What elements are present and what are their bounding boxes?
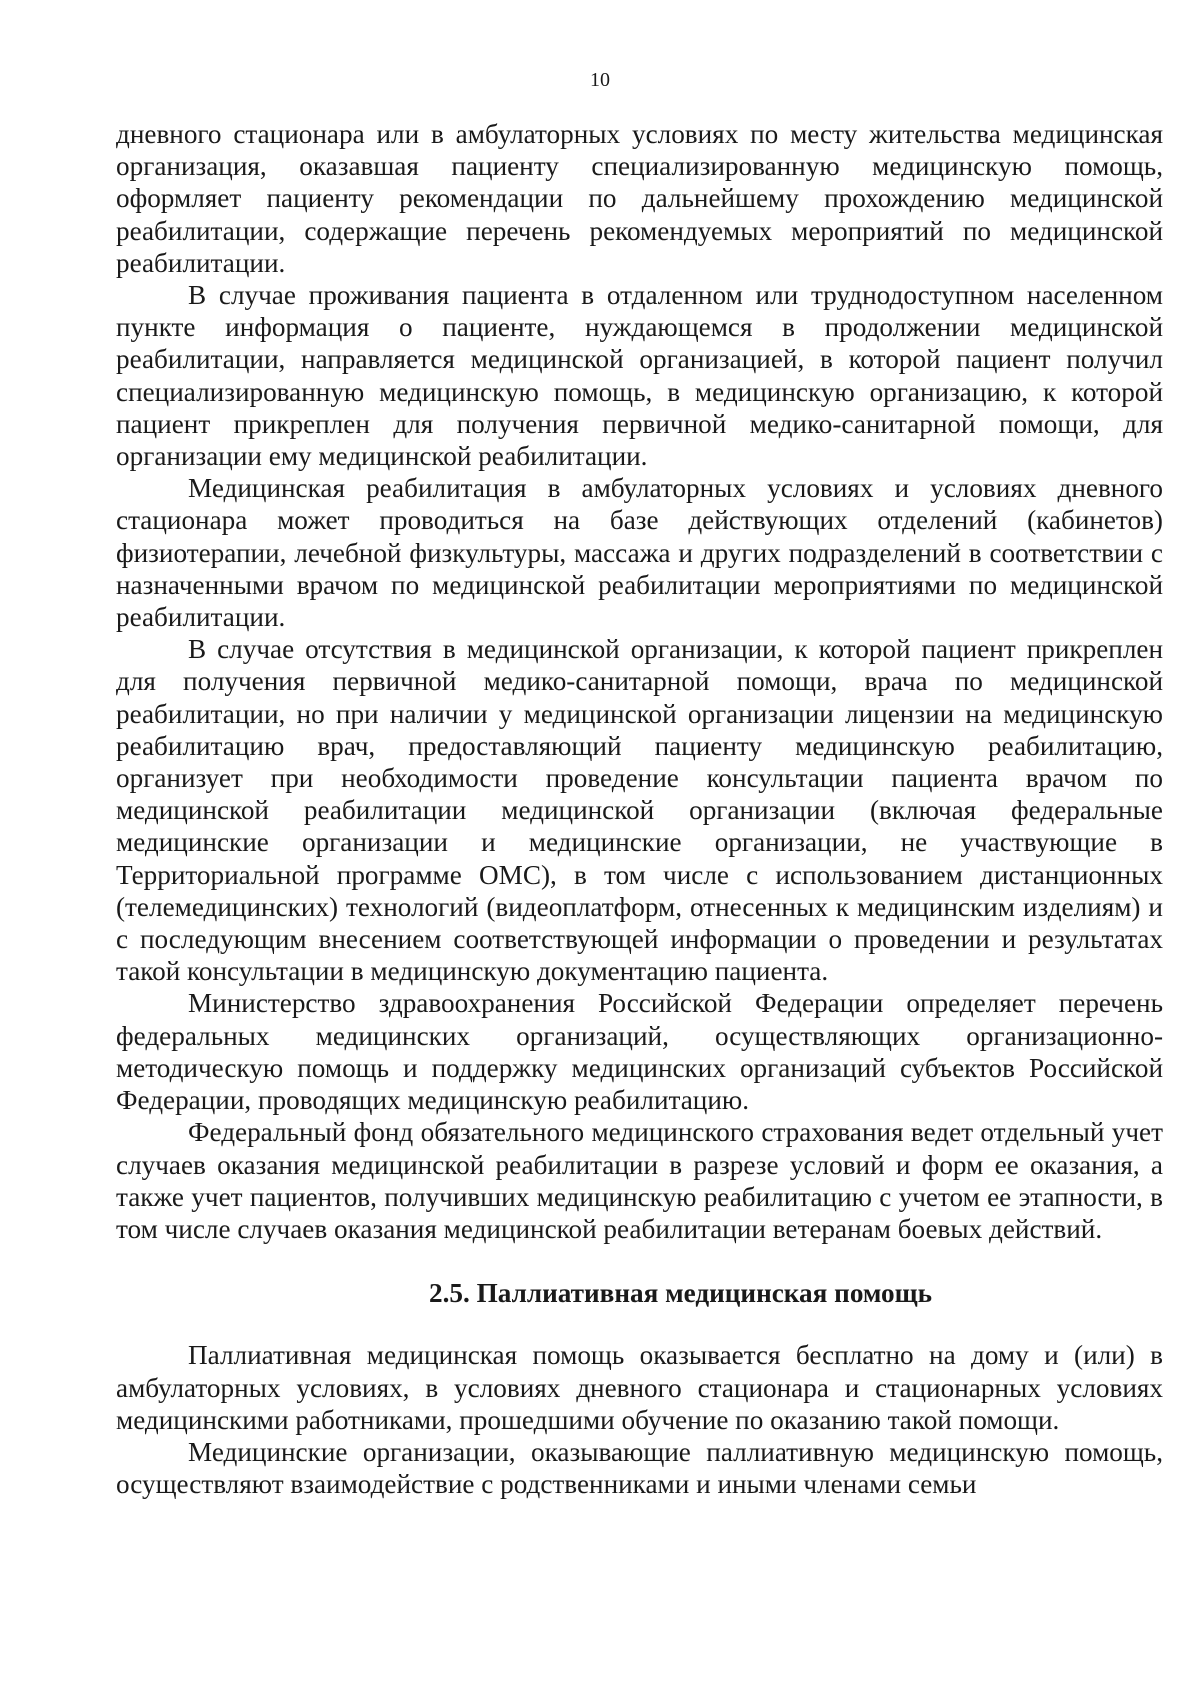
paragraph-3: Медицинская реабилитация в амбулаторных условиях и условиях дневного стационара может проводиться на базе действующих отделений (кабинетов) физиотерапии, лечебной физкультуры, массажа и других подразделений в соответствии с назначенными врачом по медицинской реабилитации мероприятиями по медицинской реабилитации.: [116, 473, 1163, 633]
paragraph-6: Федеральный фонд обязательного медицинского страхования ведет отдельный учет случаев оказания медицинской реабилитации в разрезе условий и форм ее оказания, а также учет пациентов, получивших медицинскую реабилитацию с учетом ее этапности, в том числе случаев оказания медицинской реабилитации ветеранам боевых действий.: [116, 1117, 1163, 1244]
paragraph-5: Министерство здравоохранения Российской Федерации определяет перечень федеральных медицинских организаций, осуществляющих организационно-методическую помощь и поддержку медицинских организаций субъектов Российской Федерации, проводящих медицинскую реабилитацию.: [116, 988, 1163, 1116]
paragraph-1: дневного стационара или в амбулаторных условиях по месту жительства медицинская организация, оказавшая пациенту специализированную медицинскую помощь, оформляет пациенту рекомендации по дальнейшему прохождению медицинской реабилитации, содержащие перечень рекомендуемых мероприятий по медицинской реабилитации.: [116, 119, 1163, 278]
document-body: [116, 118, 1163, 1500]
page-number: 10: [590, 69, 610, 91]
paragraph-4: В случае отсутствия в медицинской организации, к которой пациент прикреплен для получения первичной медико-санитарной помощи, врача по медицинской реабилитации, но при наличии у медицинской организации лицензии на медицинскую реабилитацию врач, предоставляющий пациенту медицинскую реабилитацию, организует при необходимости проведение консультации пациента врачом по медицинской реабилитации медицинской организации (включая федеральные медицинские организации и медицинские организации, не участвующие в Территориальной программе ОМС), в том числе с использованием дистанционных (телемедицинских) технологий (видеоплатформ, отнесенных к медицинским изделиям) и с последующим внесением соответствующей информации о проведении и результатах такой консультации в медицинскую документацию пациента.: [116, 634, 1163, 987]
paragraph-8: Медицинские организации, оказывающие паллиативную медицинскую помощь, осуществляют взаимодействие с родственниками и иными членами семьи: [116, 1436, 1163, 1500]
paragraph-7: Паллиативная медицинская помощь оказывается бесплатно на дому и (или) в амбулаторных условиях, в условиях дневного стационара и стационарных условиях медицинскими работниками, прошедшими обучение по оказанию такой помощи.: [116, 1340, 1163, 1435]
paragraph-2: В случае проживания пациента в отдаленном или труднодоступном населенном пункте информация о пациенте, нуждающемся в продолжении медицинской реабилитации, направляется медицинской организацией, в которой пациент получил специализированную медицинскую помощь, в медицинскую организацию, к которой пациент прикреплен для получения первичной медико-санитарной помощи, для организации ему медицинской реабилитации.: [116, 280, 1163, 472]
section-heading: 2.5. Паллиативная медицинская помощь: [429, 1278, 932, 1309]
